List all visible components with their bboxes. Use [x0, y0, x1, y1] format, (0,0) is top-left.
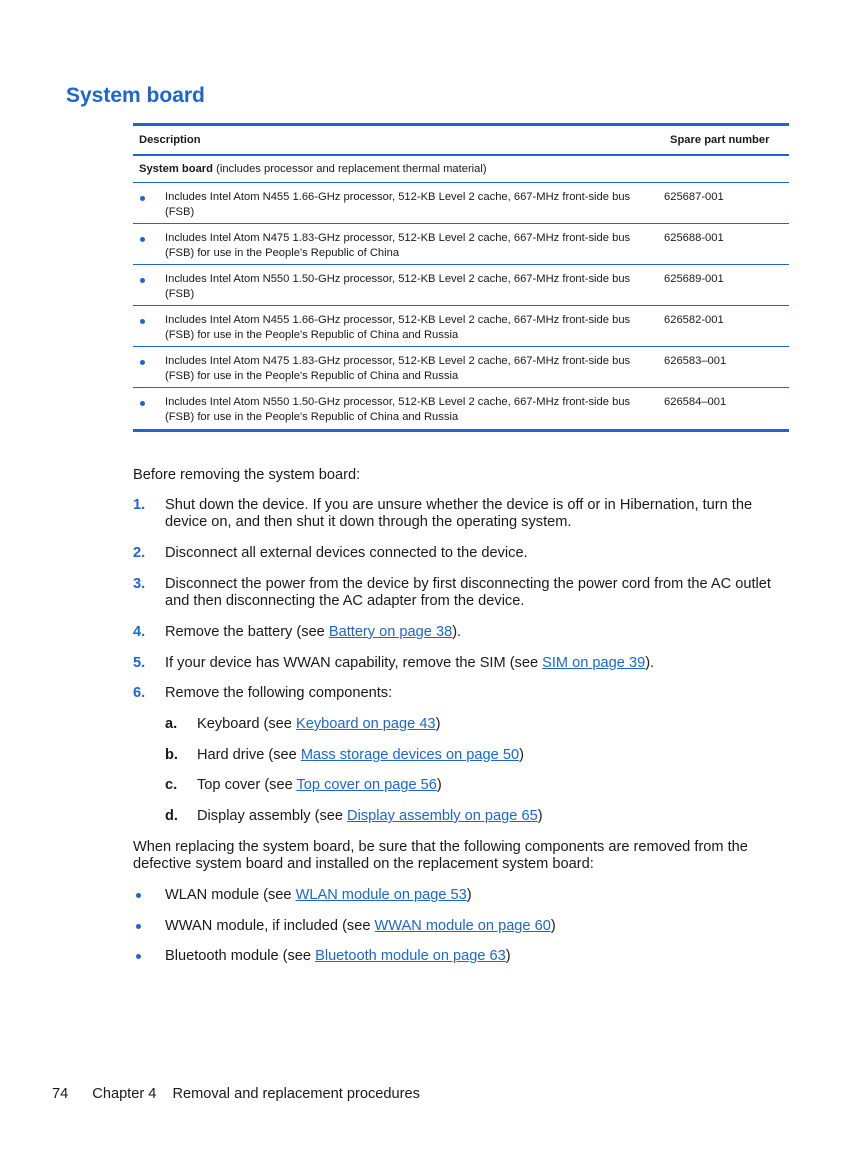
bullet-icon — [133, 272, 165, 305]
battery-link[interactable]: Battery on page 38 — [328, 624, 453, 640]
sim-link[interactable]: SIM on page 39 — [542, 655, 646, 671]
row-part-number: 626584–001 — [664, 396, 727, 408]
intro-text: Before removing the system board: — [133, 467, 361, 483]
step-text — [165, 624, 785, 641]
table-row — [133, 183, 789, 224]
step-number: 6. — [133, 685, 146, 701]
row-part-number: 625687-001 — [664, 191, 724, 203]
bullet-icon — [136, 893, 141, 898]
bullet-icon — [133, 395, 165, 429]
substep-letter: a. — [165, 716, 178, 732]
substep-text — [197, 777, 442, 794]
step-number: 5. — [133, 655, 146, 671]
step-number: 3. — [133, 576, 146, 592]
list-item-text — [165, 918, 556, 935]
step-text-pre: Remove the battery (see — [165, 624, 329, 640]
step-number: 2. — [133, 545, 146, 561]
replacing-text: When replacing the system board, be sure that the following components are removed from the defective system board and installed on the replacement system board: — [133, 839, 748, 872]
step-number: 1. — [133, 497, 146, 513]
group-label: System board — [139, 162, 213, 175]
substep-text-post: ) — [519, 747, 524, 763]
list-item-pre: Bluetooth module (see — [165, 948, 316, 964]
substep-text-pre: Keyboard (see — [197, 716, 296, 732]
list-item-pre: WWAN module, if included (see — [165, 918, 375, 934]
display-assembly-link[interactable]: Display assembly on page 65 — [347, 808, 538, 824]
wwan-module-link[interactable]: WWAN module on page 60 — [374, 918, 551, 934]
step-text — [165, 655, 785, 672]
chapter-label: Chapter 4 — [92, 1086, 157, 1102]
column-header-description: Description — [139, 133, 201, 146]
substep-letter: c. — [165, 777, 178, 793]
step-number: 4. — [133, 624, 146, 640]
step-text: Disconnect all external devices connected to the device. — [165, 545, 528, 561]
bullet-icon — [133, 354, 165, 387]
bullet-icon — [133, 313, 165, 346]
bullet-icon — [133, 190, 165, 223]
row-part-number: 626582-001 — [664, 314, 724, 326]
table-row — [133, 265, 789, 306]
row-description: Includes Intel Atom N550 1.50-GHz processor, 512-KB Level 2 cache, 667-MHz front-side bus (FSB) — [165, 273, 631, 300]
row-part-number: 625689-001 — [664, 273, 724, 285]
list-item-text — [165, 887, 472, 904]
step-text-pre: If your device has WWAN capability, remove the SIM (see — [165, 655, 543, 671]
row-description: Includes Intel Atom N455 1.66-GHz processor, 512-KB Level 2 cache, 667-MHz front-side bus (FSB) for use in the People's Republic of China and Russia — [165, 314, 631, 341]
column-header-spare-part-number: Spare part number — [670, 133, 770, 146]
substep-text — [197, 747, 524, 764]
row-description: Includes Intel Atom N455 1.66-GHz processor, 512-KB Level 2 cache, 667-MHz front-side bus (FSB) — [165, 191, 631, 218]
wlan-module-link[interactable]: WLAN module on page 53 — [295, 887, 467, 903]
page-number: 74 — [52, 1086, 69, 1102]
list-item-text — [165, 948, 511, 965]
list-item-post: ) — [550, 918, 556, 934]
page-footer — [52, 1086, 420, 1102]
substep-text-post: ) — [435, 716, 441, 732]
step-text-post: ). — [645, 655, 655, 671]
substep-text-pre: Top cover (see — [197, 777, 297, 793]
substep-text — [197, 716, 440, 733]
table-row — [133, 388, 789, 429]
chapter-title: Removal and replacement procedures — [172, 1086, 420, 1102]
bullet-icon — [133, 231, 165, 264]
bullet-icon — [136, 924, 141, 929]
step-text-post: ). — [452, 624, 462, 640]
substep-text-post: ) — [537, 808, 543, 824]
step-text: Remove the following components: — [165, 685, 393, 701]
page-title: System board — [66, 84, 205, 107]
spare-parts-table — [133, 123, 789, 432]
list-item-post: ) — [466, 887, 472, 903]
row-part-number: 626583–001 — [664, 355, 727, 367]
step-text: Disconnect the power from the device by first disconnecting the power cord from the AC outlet and then disconnecting the AC adapter from the device. — [165, 576, 771, 609]
table-row — [133, 306, 789, 347]
table-group-row — [133, 156, 789, 183]
row-description: Includes Intel Atom N550 1.50-GHz processor, 512-KB Level 2 cache, 667-MHz front-side bus (FSB) for use in the People's Republic of China and Russia — [165, 396, 631, 423]
top-cover-link[interactable]: Top cover on page 56 — [296, 777, 437, 793]
substep-text-pre: Hard drive (see — [197, 747, 301, 763]
table-row — [133, 224, 789, 265]
table-row — [133, 347, 789, 388]
keyboard-link[interactable]: Keyboard on page 43 — [295, 716, 436, 732]
substep-letter: d. — [165, 808, 178, 824]
step-text: Shut down the device. If you are unsure whether the device is off or in Hibernation, turn the device on, and then shut it down through the operating system. — [165, 497, 753, 530]
mass-storage-link[interactable]: Mass storage devices on page 50 — [300, 747, 520, 763]
substep-letter: b. — [165, 747, 178, 763]
bluetooth-module-link[interactable]: Bluetooth module on page 63 — [315, 948, 506, 964]
table-header — [133, 126, 789, 156]
row-part-number: 625688-001 — [664, 232, 724, 244]
bullet-icon — [136, 954, 141, 959]
list-item-post: ) — [505, 948, 511, 964]
row-description: Includes Intel Atom N475 1.83-GHz processor, 512-KB Level 2 cache, 667-MHz front-side bus (FSB) for use in the People's Republic of China and Russia — [165, 355, 631, 382]
substep-text-post: ) — [436, 777, 442, 793]
row-description: Includes Intel Atom N475 1.83-GHz processor, 512-KB Level 2 cache, 667-MHz front-side bus (FSB) for use in the People's Republic of China — [165, 232, 631, 259]
substep-text — [197, 808, 543, 825]
group-note: (includes processor and replacement thermal material) — [213, 162, 487, 175]
substep-text-pre: Display assembly (see — [197, 808, 348, 824]
list-item-pre: WLAN module (see — [165, 887, 296, 903]
